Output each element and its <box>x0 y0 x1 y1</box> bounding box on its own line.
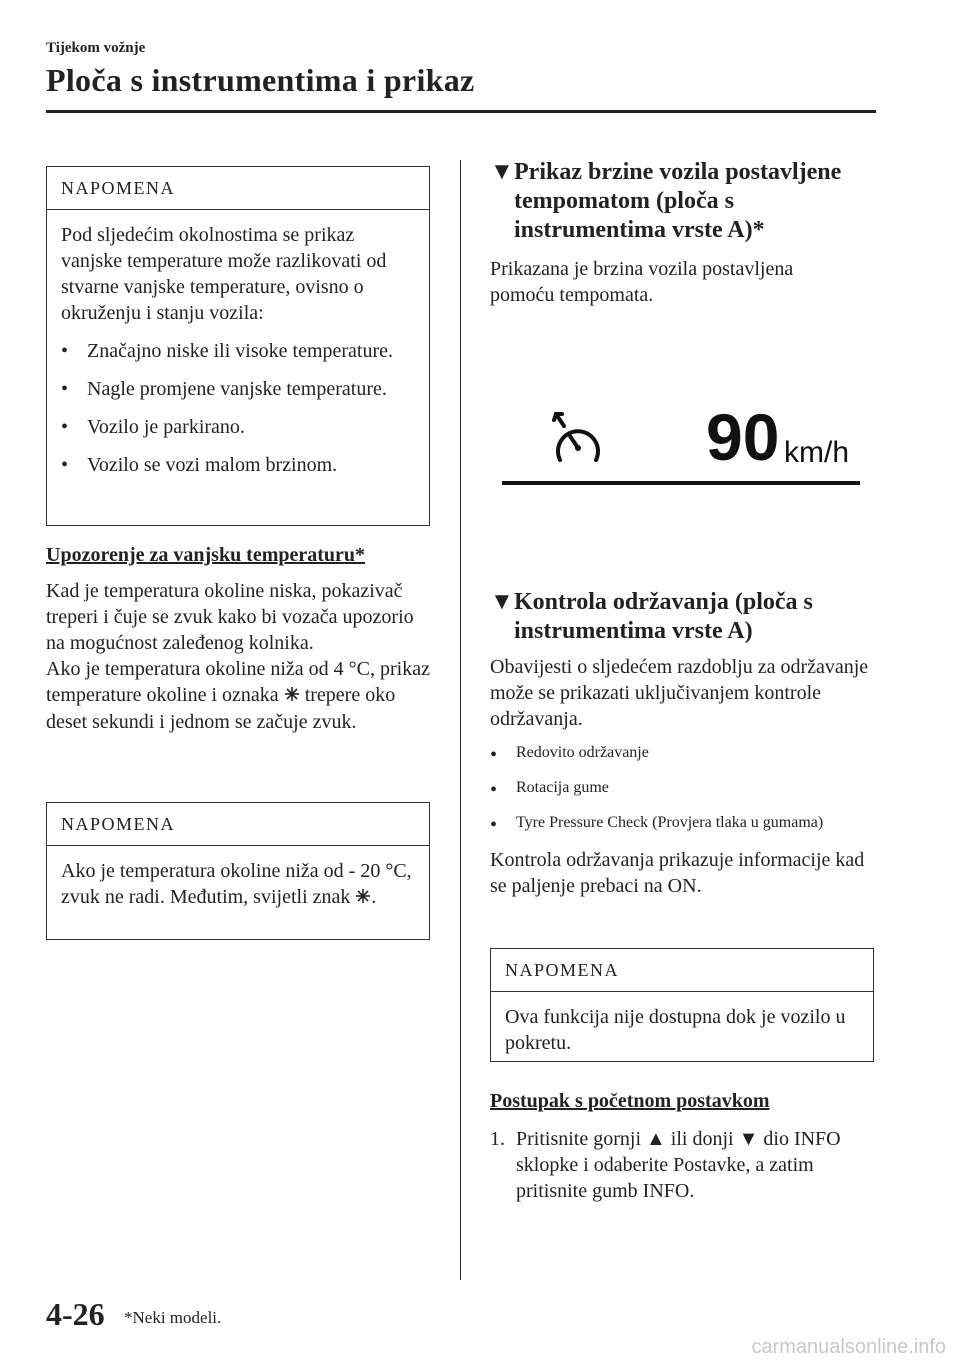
display-baseline <box>502 481 860 485</box>
snowflake-icon <box>284 683 300 709</box>
list-item: • Značajno niske ili visoke temperature. <box>61 340 394 362</box>
setup-heading: Postupak s početnom postavkom <box>490 1090 770 1112</box>
triangle-down-icon: ▼ <box>490 159 514 185</box>
snowflake-icon <box>355 885 371 911</box>
maintenance-intro: Obavijesti o sljedećem razdoblju za održavanje može se prikazati uključivanjem kontrole održavanja. <box>490 656 869 730</box>
step-number: 1. <box>490 1128 505 1150</box>
triangle-down-icon: ▼ <box>738 1128 759 1150</box>
note-box-low-temperature <box>46 802 430 940</box>
note-body: Ova funkcija nije dostupna dok je vozilo u pokretu. <box>505 1006 846 1054</box>
speed-unit: km/h <box>784 436 850 469</box>
title-rule <box>46 110 876 113</box>
list-item: • Redovito održavanje <box>490 744 649 766</box>
note-box-temperature <box>46 166 430 526</box>
note-body <box>47 210 429 488</box>
page-title: Ploča s instrumentima i prikaz <box>46 62 475 98</box>
cruise-heading: ▼Prikaz brzine vozila postavljene tempomatom (ploča s instrumentima vrste A)* <box>490 159 842 243</box>
maintenance-outro: Kontrola održavanja prikazuje informacije kad se paljenje prebaci na ON. <box>490 849 865 897</box>
note-heading: NAPOMENA <box>47 803 429 846</box>
speed-display <box>502 400 862 490</box>
list-item: • Vozilo je parkirano. <box>61 416 245 438</box>
list-item: • Rotacija gume <box>490 779 609 801</box>
bullet-icon: • <box>490 814 498 836</box>
setup-step: 1. Pritisnite gornji ▲ ili donji ▼ dio INFO sklopke i odaberite Postavke, a zatim pritisnite gumb INFO. <box>490 1128 841 1202</box>
note-heading: NAPOMENA <box>47 167 429 210</box>
bullet-icon: • <box>61 378 69 400</box>
footnote: *Neki modeli. <box>124 1308 222 1327</box>
cruise-control-icon <box>550 408 606 477</box>
column-divider <box>460 160 461 1280</box>
bullet-icon: • <box>61 416 69 438</box>
bullet-icon: • <box>61 454 69 476</box>
list-item: • Nagle promjene vanjske temperature. <box>61 378 387 400</box>
bullet-icon: • <box>490 779 498 801</box>
maintenance-heading: ▼Kontrola održavanja (ploča s instrumentima vrste A) <box>490 589 813 644</box>
note-intro: Pod sljedećim okolnostima se prikaz vanjske temperature može razlikovati od stvarne vanjske temperature, ovisno o okruženju i stanju vozila: <box>61 224 387 324</box>
triangle-down-icon: ▼ <box>490 589 514 615</box>
speed-value: 90 <box>706 400 780 474</box>
note-box-maintenance <box>490 948 874 1062</box>
warning-heading: Upozorenje za vanjsku temperaturu* <box>46 544 366 566</box>
triangle-up-icon: ▲ <box>646 1128 666 1150</box>
maintenance-body <box>490 654 874 899</box>
watermark: carmanualsonline.info <box>751 1336 946 1358</box>
section-label: Tijekom vožnje <box>46 40 146 56</box>
list-item: • Vozilo se vozi malom brzinom. <box>61 454 338 476</box>
cruise-text: Prikazana je brzina vozila postavljena pomoću tempomata. <box>490 258 794 306</box>
page-number: 4-26 <box>46 1296 105 1332</box>
warning-text <box>46 578 430 735</box>
bullet-icon: • <box>61 340 69 362</box>
note-heading: NAPOMENA <box>491 949 873 992</box>
warning-paragraph-1: Kad je temperatura okoline niska, pokazivač treperi i čuje se zvuk kako bi vozača upozorio na mogućnost zaleđenog kolnika. <box>46 580 414 654</box>
list-item: • Tyre Pressure Check (Provjera tlaka u gumama) <box>490 814 824 836</box>
note-body: Ako je temperatura okoline niža od - 20 °C, zvuk ne radi. Međutim, svijetli znak . <box>47 846 429 921</box>
warning-paragraph-2: Ako je temperatura okoline niža od 4 °C, prikaz temperature okoline i oznaka trepere oko deset sekundi i jednom se začuje zvuk. <box>46 658 430 734</box>
bullet-icon: • <box>490 744 498 766</box>
